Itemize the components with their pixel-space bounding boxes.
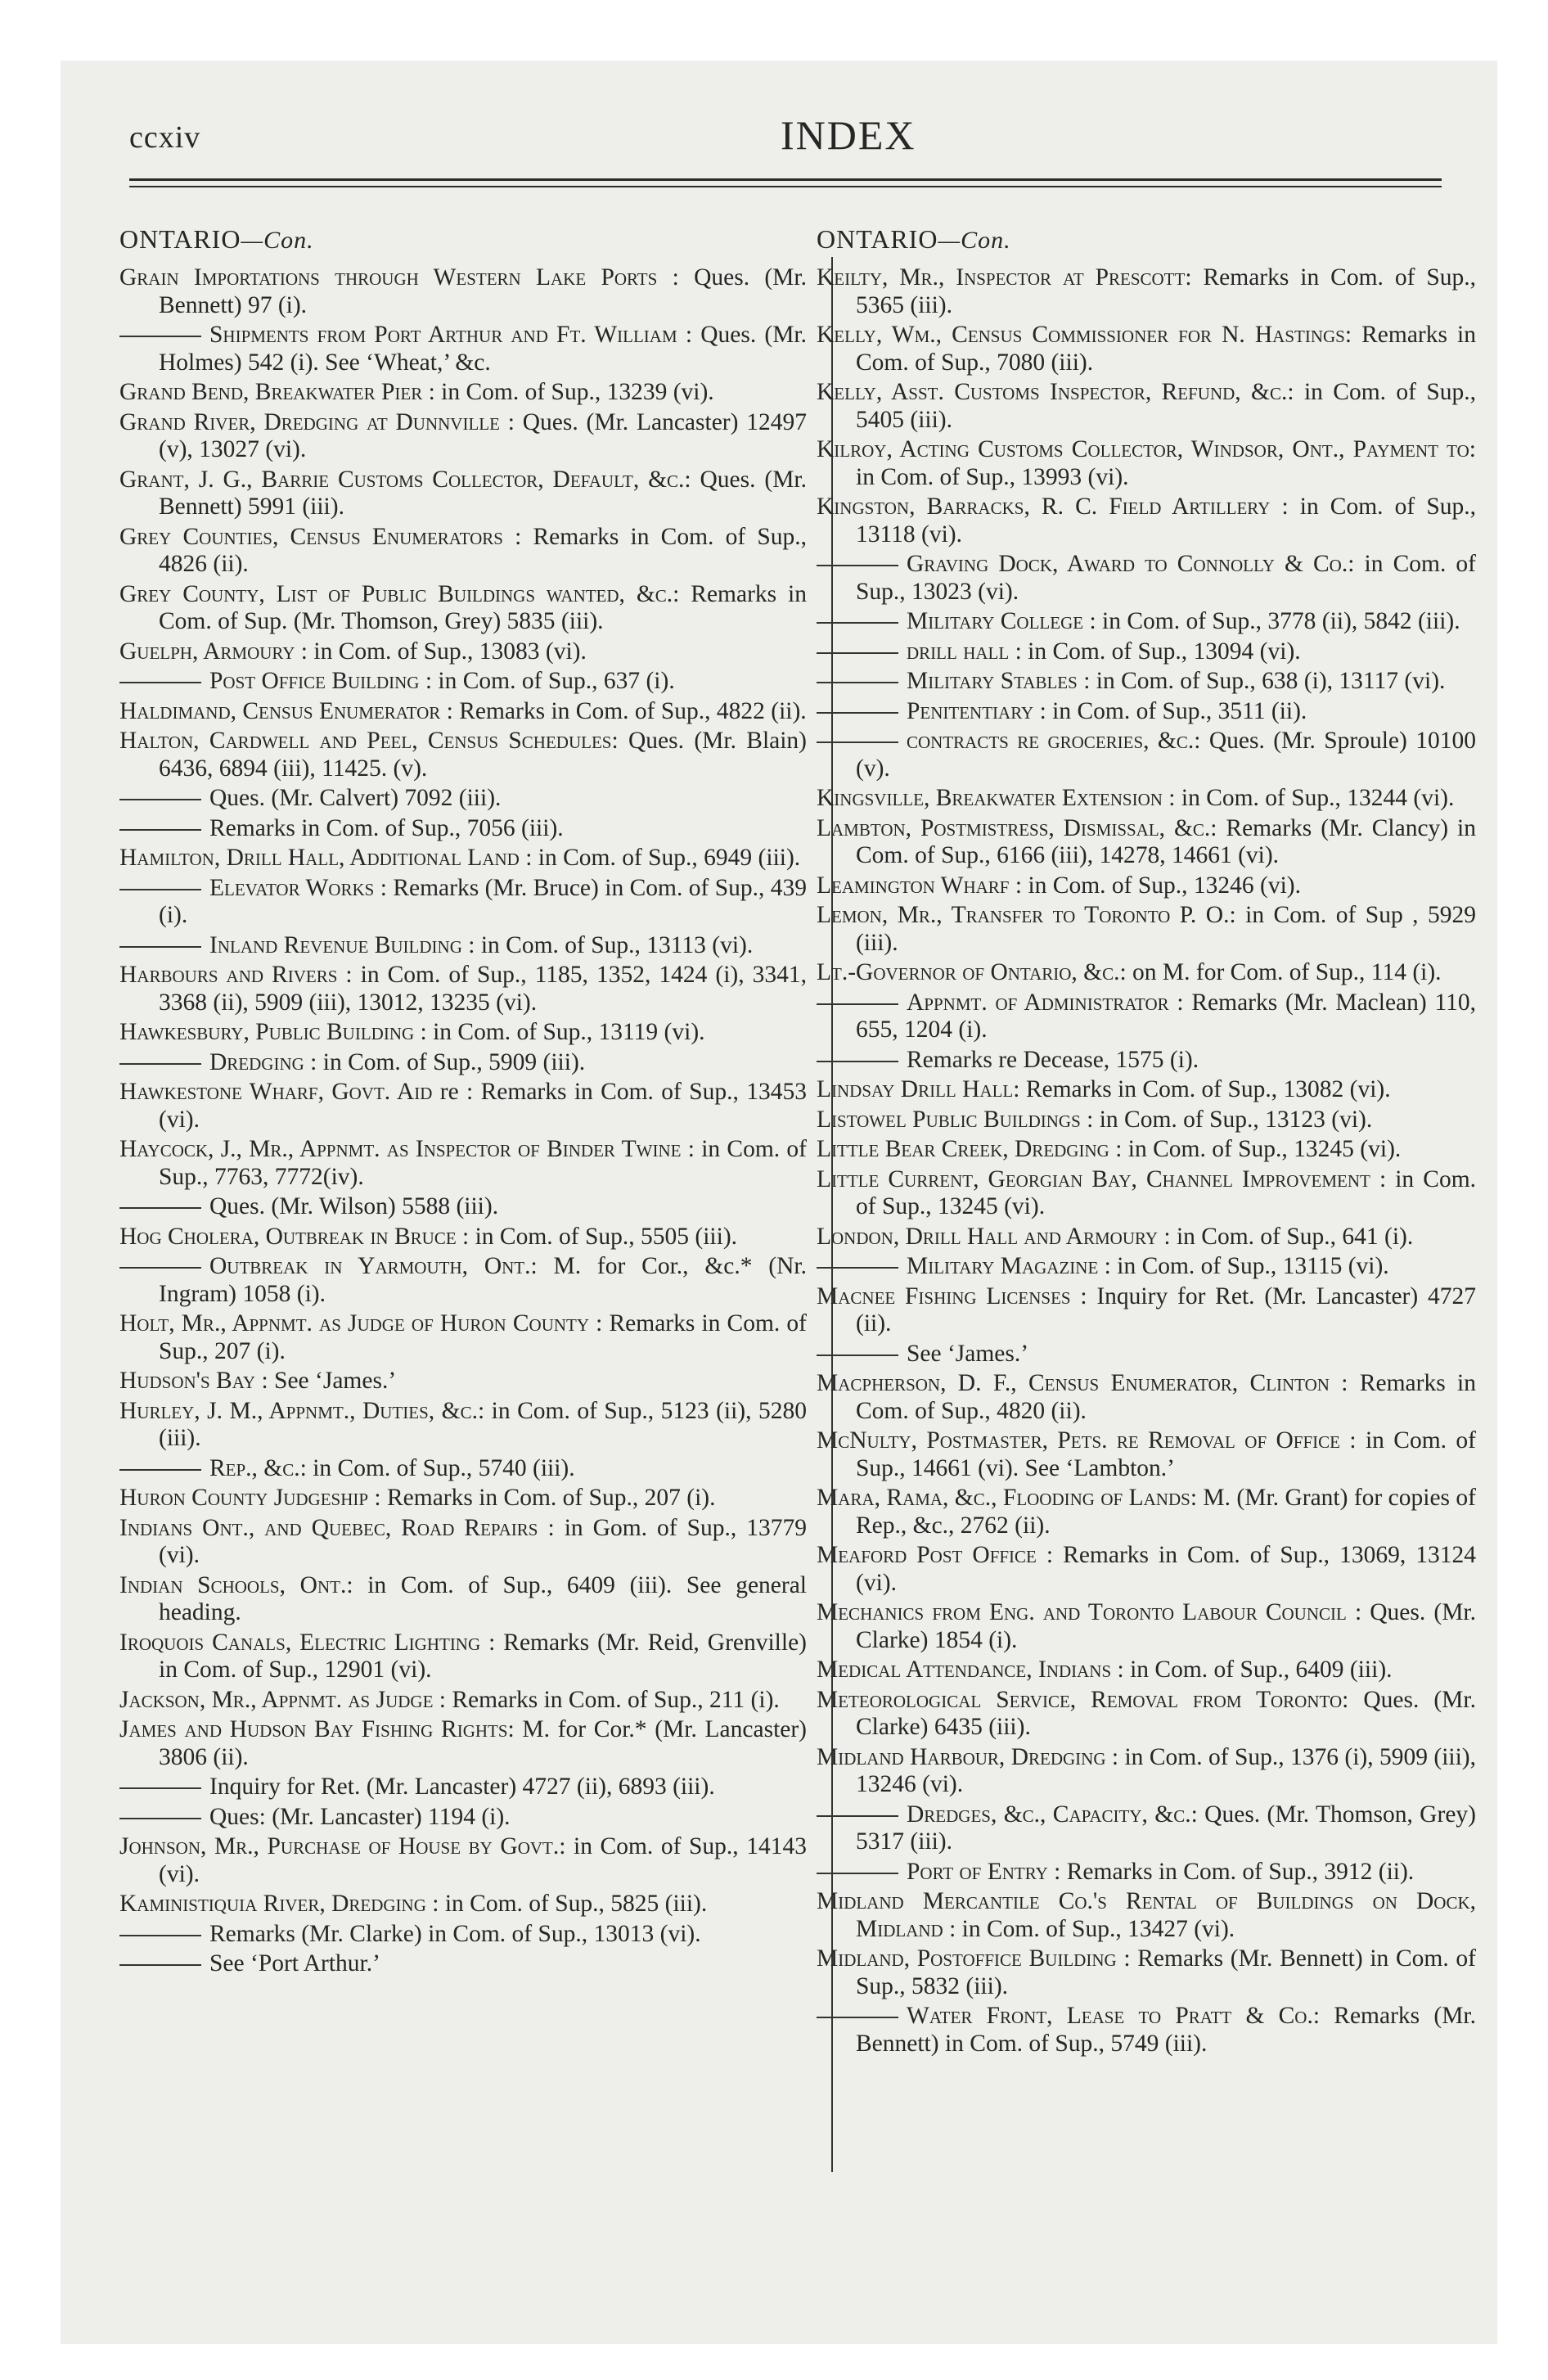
- index-entry: [817, 1107, 1476, 1134]
- index-entry: [817, 1136, 1476, 1164]
- entry-reference: Remarks re Decease, 1575 (i).: [907, 1046, 1199, 1073]
- entry-heading: Johnson, Mr., Purchase of House by Govt.: [119, 1833, 560, 1859]
- entry-heading: Military Magazine: [907, 1253, 1099, 1279]
- entry-heading: drill hall: [907, 638, 1010, 665]
- left-section-heading: [119, 224, 807, 255]
- entry-reference: : in Com. of Sup., 13239 (vi).: [422, 379, 714, 405]
- index-entry: [817, 989, 1476, 1044]
- entry-reference: : Ques. (Mr. Bennett) 5991 (iii).: [159, 466, 808, 520]
- entry-reference: : Ques. (Mr. Thomson, Grey) 5317 (iii).: [856, 1801, 1476, 1855]
- entry-heading: Midland Harbour, Dredging: [817, 1743, 1106, 1770]
- index-entry: [119, 1515, 807, 1570]
- ditto-dash: [817, 712, 898, 714]
- entry-heading: Hawkestone Wharf, Govt. Aid: [119, 1079, 433, 1105]
- index-entry: [817, 1166, 1476, 1221]
- entry-reference: : Remarks in Com. of Sup., 207 (i).: [368, 1485, 716, 1511]
- entry-reference: : in Com. of Sup., 5909 (iii).: [304, 1048, 586, 1075]
- entry-reference: : in Com. of Sup., 7763, 7772(iv).: [159, 1136, 807, 1190]
- entry-heading: Grand River, Dredging at Dunnville: [119, 408, 500, 435]
- entry-reference: : Remarks in Com. of Sup., 207 (i).: [159, 1310, 807, 1364]
- book-page: [61, 61, 1497, 2344]
- index-entry: [817, 436, 1476, 491]
- entry-heading: Rep., &c.: [209, 1454, 300, 1481]
- entry-reference: : Remarks in Com. of Sup., 13069, 13124 (vi).: [856, 1542, 1476, 1596]
- index-entry: [817, 1370, 1476, 1425]
- index-entry: [119, 1833, 807, 1888]
- ditto-dash: [817, 682, 898, 683]
- ditto-dash: [817, 1873, 898, 1874]
- index-entry: [119, 1716, 807, 1771]
- entry-heading: Haycock, J., Mr., Appnmt. as Inspector of Binder Twine: [119, 1136, 682, 1162]
- entry-reference: : in Com. of Sup., 3778 (ii), 5842 (iii).: [1083, 608, 1460, 634]
- index-entry: [817, 785, 1476, 813]
- entry-heading: Jackson, Mr., Appnmt. as Judge: [119, 1686, 434, 1713]
- entry-reference: : in Com. of Sup., 13118 (vi).: [856, 494, 1476, 548]
- entry-reference: : Remarks (Mr. Bruce) in Com. of Sup., 439 (i).: [159, 874, 808, 928]
- index-entry: [817, 698, 1476, 726]
- entry-heading: Midland Mercantile Co.'s Rental of Buildings on Dock, Midland: [817, 1888, 1476, 1942]
- entry-heading: Hawkesbury, Public Building: [119, 1019, 415, 1045]
- entry-reference: : in Com. of Sup., 13245 (vi).: [856, 1165, 1477, 1219]
- index-entry: [119, 1310, 807, 1365]
- left-heading-suffix: —Con.: [241, 227, 314, 254]
- index-entry: [119, 1572, 807, 1627]
- ditto-dash: [119, 1818, 201, 1819]
- index-entry: [817, 959, 1476, 987]
- entry-reference: : in Com. of Sup., 3511 (ii).: [1033, 697, 1307, 724]
- ditto-dash: [119, 336, 201, 337]
- entry-reference: : Remarks (Mr. Maclean) 110, 655, 1204 (i).: [856, 989, 1477, 1043]
- index-entry: [119, 1368, 807, 1395]
- entry-reference: : Remarks in Com. of Sup., 13082 (vi).: [1013, 1076, 1391, 1102]
- entry-heading: Grey Counties, Census Enumerators: [119, 523, 503, 550]
- entry-reference: : in Com. of Sup., 13115 (vi).: [1098, 1253, 1389, 1279]
- ditto-dash: [119, 1063, 201, 1065]
- entry-heading: Kaministiquia River, Dredging: [119, 1891, 426, 1917]
- index-entry: [119, 1079, 807, 1134]
- entry-heading: Macpherson, D. F., Census Enumerator, Clinton: [817, 1370, 1330, 1396]
- entry-heading: Indians Ont., and Quebec, Road Repairs: [119, 1514, 538, 1541]
- entry-reference: : in Com. of Sup., 13427 (vi).: [943, 1915, 1235, 1942]
- entry-reference: See ‘Port Arthur.’: [209, 1950, 380, 1977]
- index-entry: [119, 409, 807, 464]
- right-column: [817, 224, 1476, 2060]
- index-entry: [119, 1455, 807, 1483]
- entry-reference: : in Com. of Sup , 5929 (iii).: [856, 902, 1477, 956]
- entry-reference: : Remarks in Com. of Sup., 4822 (ii).: [440, 697, 807, 724]
- entry-reference: : Remarks (Mr. Bennett) in Com. of Sup., 5749 (iii).: [856, 2003, 1476, 2057]
- entry-heading: Penitentiary: [907, 697, 1034, 724]
- index-entry: [119, 728, 807, 782]
- index-entry: [119, 379, 807, 407]
- entry-reference: : in Com. of Sup., 1376 (i), 5909 (iii), 13246 (vi).: [856, 1743, 1477, 1797]
- entry-heading: Little Current, Georgian Bay, Channel Improvement: [817, 1165, 1370, 1192]
- entry-heading: contracts re groceries, &c.: [907, 728, 1195, 754]
- index-entry: [119, 815, 807, 843]
- index-entry: [119, 638, 807, 666]
- index-entry: [817, 1599, 1476, 1654]
- index-entry: [817, 1542, 1476, 1597]
- index-entry: [817, 1888, 1476, 1943]
- ditto-dash: [817, 741, 898, 743]
- ditto-dash: [817, 622, 898, 624]
- entry-heading: Lindsay Drill Hall: [817, 1076, 1014, 1102]
- index-entry: [119, 1804, 807, 1832]
- entry-reference: : in Com. of Sup., 6949 (iii).: [519, 845, 801, 871]
- entry-reference: : Inquiry for Ret. (Mr. Lancaster) 4727 (ii).: [856, 1282, 1476, 1336]
- entry-reference: Ques: (Mr. Lancaster) 1194 (i).: [209, 1803, 511, 1830]
- index-entry: [119, 1136, 807, 1191]
- entry-reference: Ques. (Mr. Wilson) 5588 (iii).: [209, 1193, 499, 1219]
- ditto-dash: [119, 1267, 201, 1269]
- ditto-dash: [119, 1469, 201, 1471]
- ditto-dash: [817, 1267, 898, 1269]
- index-entry: [119, 1687, 807, 1715]
- entry-heading: Leamington Wharf: [817, 872, 1010, 899]
- entry-heading: Holt, Mr., Appnmt. as Judge of Huron County: [119, 1310, 590, 1336]
- entry-heading: Guelph, Armoury: [119, 638, 295, 665]
- entry-reference: : in Com. of Sup., 5405 (iii).: [856, 379, 1477, 433]
- index-entry: [817, 1283, 1476, 1338]
- entry-reference: : in Com. of Sup., 14661 (vi). See ‘Lambton.’: [856, 1427, 1477, 1481]
- page-number: ccxiv: [129, 120, 201, 155]
- entry-heading: Meaford Post Office: [817, 1542, 1037, 1568]
- index-entry: [119, 1049, 807, 1077]
- entry-reference: : Ques. (Mr. Lancaster) 12497 (v), 13027 (vi).: [159, 408, 807, 462]
- index-entry: [817, 494, 1476, 548]
- entry-heading: Military Stables: [907, 668, 1078, 694]
- index-entry: [119, 1950, 807, 1978]
- index-entry: [817, 2003, 1476, 2058]
- entry-reference: : in Com. of Sup., 13023 (vi).: [856, 551, 1476, 605]
- entry-heading: Dredges, &c., Capacity, &c.: [907, 1801, 1191, 1828]
- index-entry: [817, 1341, 1476, 1368]
- index-entry: [817, 264, 1476, 319]
- entry-heading: Keilty, Mr., Inspector at Prescott: [817, 264, 1186, 291]
- entry-heading: Lemon, Mr., Transfer to Toronto P. O.: [817, 902, 1230, 928]
- entry-heading: Indian Schools, Ont.: [119, 1571, 347, 1598]
- ditto-dash: [817, 565, 898, 566]
- entry-heading: Little Bear Creek, Dredging: [817, 1136, 1109, 1162]
- entry-reference: : Remarks in Com. of Sup., 3912 (ii).: [1047, 1858, 1415, 1885]
- ditto-dash: [817, 2017, 898, 2018]
- index-entry: [817, 872, 1476, 900]
- entry-reference: : in Com. of Sup., 13123 (vi).: [1080, 1106, 1373, 1133]
- index-entry: [817, 815, 1476, 870]
- entry-reference: : Ques. (Mr. Clarke) 1854 (i).: [856, 1599, 1477, 1653]
- left-column: [119, 224, 807, 1981]
- entry-heading: Inland Revenue Building: [209, 931, 462, 958]
- entry-heading: Water Front, Lease to Pratt & Co.: [907, 2003, 1313, 2029]
- entry-heading: McNulty, Postmaster, Pets. re Removal of Office: [817, 1427, 1340, 1454]
- entry-heading: Elevator Works: [209, 874, 375, 901]
- index-entry: [119, 1193, 807, 1221]
- index-entry: [119, 322, 807, 376]
- entry-reference: Inquiry for Ret. (Mr. Lancaster) 4727 (ii), 6893 (iii).: [209, 1774, 715, 1800]
- ditto-dash: [119, 1935, 201, 1936]
- index-entry: [119, 1253, 807, 1308]
- index-entry: [817, 551, 1476, 606]
- entry-heading: Outbreak in Yarmouth, Ont.: [209, 1253, 531, 1279]
- entry-reference: : in Com. of Sup., 5123 (ii), 5280 (iii).: [159, 1397, 807, 1451]
- entry-heading: Graving Dock, Award to Connolly & Co.: [907, 551, 1348, 577]
- entry-reference: : in Com. of Sup., 13244 (vi).: [1162, 785, 1455, 811]
- index-entry: [119, 1019, 807, 1047]
- index-entry: [119, 1921, 807, 1949]
- entry-reference: : Ques. (Mr. Bennett) 97 (i).: [159, 264, 807, 318]
- entry-reference: : Remarks in Com. of Sup., 211 (i).: [433, 1686, 780, 1713]
- index-entry: [817, 902, 1476, 957]
- index-entry: [817, 608, 1476, 636]
- index-entry: [119, 524, 807, 579]
- header-rule-bottom: [129, 186, 1442, 187]
- index-entry: [817, 1859, 1476, 1886]
- entry-reference: : in Com. of Sup., 13119 (vi).: [414, 1019, 705, 1045]
- index-entry: [119, 845, 807, 872]
- ditto-dash: [119, 889, 201, 890]
- index-entry: [817, 1047, 1476, 1075]
- index-entry: [817, 638, 1476, 666]
- ditto-dash: [817, 1061, 898, 1062]
- entry-reference: : in Com. of Sup., 637 (i).: [419, 668, 675, 694]
- ditto-dash: [119, 1964, 201, 1966]
- entry-reference: : See ‘James.’: [255, 1368, 397, 1394]
- index-entry: [119, 1891, 807, 1918]
- entry-reference: : Remarks in Com. of Sup., 4826 (ii).: [159, 523, 807, 577]
- entry-reference: : M. (Mr. Grant) for copies of Rep., &c., 2762 (ii).: [856, 1485, 1477, 1539]
- entry-heading: Listowel Public Buildings: [817, 1106, 1081, 1133]
- entry-heading: Grain Importations through Western Lake Ports: [119, 264, 658, 291]
- entry-reference: : Ques. (Mr. Holmes) 542 (i). See ‘Wheat,’ &c.: [159, 322, 807, 376]
- entry-reference: re : Remarks in Com. of Sup., 13453 (vi).: [159, 1079, 808, 1133]
- entry-reference: : in Com. of Sup., 5825 (iii).: [425, 1891, 708, 1917]
- entry-heading: Grey County, List of Public Buildings wanted, &c.: [119, 580, 673, 607]
- entry-heading: Hamilton, Drill Hall, Additional Land: [119, 845, 520, 871]
- entry-heading: Lt.-Governor of Ontario, &c.: [817, 959, 1120, 985]
- entry-heading: Kingsville, Breakwater Extension: [817, 785, 1163, 811]
- entry-reference: : Remarks (Mr. Clancy) in Com. of Sup., 6166 (iii), 14278, 14661 (vi).: [856, 814, 1476, 868]
- entry-heading: Hog Cholera, Outbreak in Bruce: [119, 1223, 457, 1250]
- ditto-dash: [817, 652, 898, 654]
- index-entry: [817, 1076, 1476, 1104]
- entry-heading: Iroquois Canals, Electric Lighting: [119, 1629, 481, 1656]
- entry-reference: : in Com. of Sup., 13993 (vi).: [856, 436, 1476, 490]
- entry-reference: : in Com. of Sup., 1185, 1352, 1424 (i), 3341, 3368 (ii), 5909 (iii), 13012, 13235 (vi).: [159, 962, 807, 1016]
- entry-reference: : Ques. (Mr. Blain) 6436, 6894 (iii), 11425. (v).: [159, 728, 808, 782]
- ditto-dash: [119, 1787, 201, 1789]
- index-entry: [817, 728, 1476, 782]
- ditto-dash: [817, 1355, 898, 1356]
- index-entry: [817, 322, 1476, 376]
- entry-reference: : in Com. of Sup., 5505 (iii).: [456, 1223, 738, 1250]
- entry-heading: Kingston, Barracks, R. C. Field Artillery: [817, 494, 1271, 520]
- entry-reference: : Remarks in Com. of Sup., 7080 (iii).: [856, 322, 1476, 376]
- entry-reference: : Remarks (Mr. Reid, Grenville) in Com. of Sup., 12901 (vi).: [159, 1629, 807, 1683]
- entry-reference: : in Com. of Sup., 6409 (iii). See general heading.: [159, 1571, 807, 1625]
- entry-reference: : in Com. of Sup., 13113 (vi).: [461, 931, 754, 958]
- entry-heading: Harbours and Rivers: [119, 962, 338, 988]
- entry-heading: Kelly, Wm., Census Commissioner for N. Hastings: [817, 322, 1345, 348]
- entry-reference: : in Com. of Sup., 641 (i).: [1158, 1223, 1414, 1250]
- index-entry: [119, 785, 807, 813]
- entry-reference: : M. for Cor., &c.* (Nr. Ingram) 1058 (i).: [159, 1253, 807, 1307]
- entry-reference: : Ques. (Mr. Clarke) 6435 (iii).: [856, 1686, 1476, 1740]
- entry-reference: Remarks (Mr. Clarke) in Com. of Sup., 13013 (vi).: [209, 1920, 701, 1947]
- entry-reference: : in Com. of Sup., 13083 (vi).: [295, 638, 587, 665]
- index-entry: [119, 1224, 807, 1251]
- entry-heading: Post Office Building: [209, 668, 420, 694]
- index-entry: [119, 467, 807, 521]
- index-entry: [817, 1657, 1476, 1684]
- entry-reference: : in Com. of Sup., 638 (i), 13117 (vi).: [1077, 668, 1446, 694]
- index-entry: [817, 1945, 1476, 2000]
- entry-heading: Shipments from Port Arthur and Ft. William: [209, 322, 677, 348]
- right-entry-list: [817, 264, 1476, 2058]
- ditto-dash: [119, 829, 201, 831]
- index-entry: [817, 1485, 1476, 1539]
- index-entry: [119, 581, 807, 636]
- index-entry: [119, 875, 807, 930]
- ditto-dash: [119, 1207, 201, 1209]
- index-entry: [119, 932, 807, 960]
- entry-heading: Kilroy, Acting Customs Collector, Windsor, Ont., Payment to: [817, 436, 1469, 462]
- ditto-dash: [817, 1003, 898, 1005]
- index-entry: [119, 1398, 807, 1453]
- entry-reference: : in Com. of Sup., 13094 (vi).: [1009, 638, 1301, 665]
- entry-heading: Grand Bend, Breakwater Pier: [119, 379, 423, 405]
- entry-heading: Appnmt. of Administrator: [907, 989, 1169, 1016]
- index-entry: [817, 668, 1476, 696]
- entry-heading: Hurley, J. M., Appnmt., Duties, &c.: [119, 1397, 478, 1424]
- entry-reference: : Remarks (Mr. Bennett) in Com. of Sup., 5832 (iii).: [856, 1945, 1477, 1999]
- index-entry: [817, 379, 1476, 434]
- right-heading-suffix: —Con.: [938, 227, 1011, 254]
- index-entry: [817, 1253, 1476, 1281]
- entry-heading: Lambton, Postmistress, Dismissal, &c.: [817, 814, 1211, 841]
- entry-heading: Mara, Rama, &c., Flooding of Lands: [817, 1485, 1190, 1511]
- index-entry: [119, 1629, 807, 1684]
- entry-reference: : Remarks in Com. of Sup., 5365 (iii).: [856, 264, 1476, 318]
- right-heading-text: ONTARIO: [817, 224, 938, 254]
- ditto-dash: [119, 682, 201, 683]
- entry-reference: : Remarks in Com. of Sup., 4820 (ii).: [856, 1370, 1476, 1424]
- index-entry: [119, 264, 807, 319]
- header-rule-top: [129, 178, 1442, 181]
- entry-heading: Midland, Postoffice Building: [817, 1945, 1117, 1972]
- entry-heading: Grant, J. G., Barrie Customs Collector, Default, &c.: [119, 466, 685, 493]
- entry-reference: Remarks in Com. of Sup., 7056 (iii).: [209, 814, 564, 841]
- page-title: INDEX: [781, 112, 916, 158]
- ditto-dash: [817, 1815, 898, 1817]
- ditto-dash: [119, 946, 201, 948]
- entry-heading: Macnee Fishing Licenses: [817, 1282, 1071, 1309]
- index-entry: [817, 1801, 1476, 1856]
- entry-reference: : in Gom. of Sup., 13779 (vi).: [159, 1514, 807, 1568]
- entry-heading: Hudson's Bay: [119, 1368, 256, 1394]
- ditto-dash: [119, 799, 201, 800]
- entry-reference: : in Com. of Sup., 14143 (vi).: [159, 1833, 807, 1887]
- entry-reference: See ‘James.’: [907, 1340, 1029, 1367]
- entry-heading: Meteorological Service, Removal from Toronto: [817, 1686, 1343, 1713]
- entry-heading: Mechanics from Eng. and Toronto Labour Council: [817, 1599, 1347, 1625]
- left-heading-text: ONTARIO: [119, 224, 241, 254]
- index-entry: [817, 1744, 1476, 1799]
- entry-reference: Ques. (Mr. Calvert) 7092 (iii).: [209, 785, 502, 811]
- entry-reference: : in Com. of Sup., 5740 (iii).: [299, 1454, 575, 1481]
- left-entry-list: [119, 264, 807, 1978]
- entry-heading: Kelly, Asst. Customs Inspector, Refund, &c.: [817, 379, 1288, 405]
- index-entry: [119, 698, 807, 726]
- index-entry: [817, 1687, 1476, 1742]
- entry-heading: Huron County Judgeship: [119, 1485, 369, 1511]
- entry-heading: Halton, Cardwell and Peel, Census Schedules: [119, 728, 612, 754]
- entry-reference: : in Com. of Sup., 6409 (iii).: [1111, 1657, 1393, 1683]
- entry-heading: London, Drill Hall and Armoury: [817, 1223, 1159, 1250]
- index-entry: [119, 1774, 807, 1801]
- entry-reference: : on M. for Com. of Sup., 114 (i).: [1119, 959, 1442, 985]
- right-section-heading: [817, 224, 1476, 255]
- entry-heading: Military College: [907, 608, 1084, 634]
- entry-reference: : M. for Cor.* (Mr. Lancaster) 3806 (ii).: [159, 1716, 807, 1770]
- index-entry: [817, 1224, 1476, 1251]
- index-entry: [817, 1427, 1476, 1482]
- entry-heading: James and Hudson Bay Fishing Rights: [119, 1716, 508, 1742]
- entry-reference: : in Com. of Sup., 13245 (vi).: [1109, 1136, 1402, 1162]
- entry-reference: : Remarks in Com. of Sup. (Mr. Thomson, Grey) 5835 (iii).: [159, 580, 807, 634]
- entry-heading: Haldimand, Census Enumerator: [119, 697, 441, 724]
- entry-heading: Dredging: [209, 1048, 304, 1075]
- entry-heading: Medical Attendance, Indians: [817, 1657, 1112, 1683]
- index-entry: [119, 668, 807, 696]
- entry-reference: : in Com. of Sup., 13246 (vi).: [1009, 872, 1301, 899]
- entry-heading: Port of Entry: [907, 1858, 1048, 1885]
- entry-reference: : Ques. (Mr. Sproule) 10100 (v).: [856, 728, 1476, 782]
- index-entry: [119, 962, 807, 1016]
- index-entry: [119, 1485, 807, 1512]
